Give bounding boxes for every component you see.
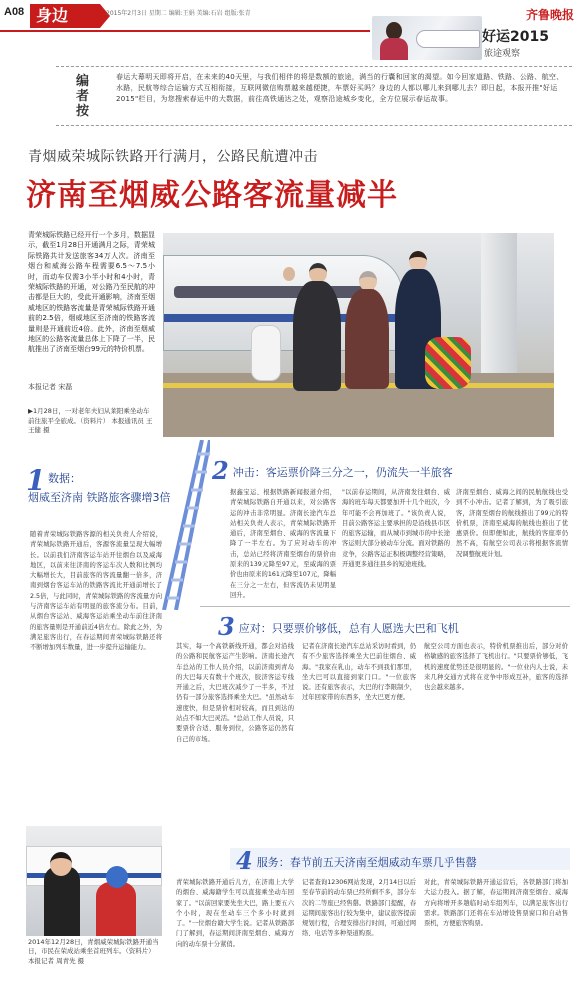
section-2-title: 冲击：客运票价降三分之一，仍流失一半旅客: [232, 466, 453, 479]
lead-byline: 本报记者 宋磊: [28, 383, 73, 391]
banner-subtitle: 旅途观察: [484, 49, 521, 59]
section-2-column-2: "以前春运期间，从济南发往烟台、威海的班车每天都要加开十几个班次，今年可能不会再加班了。"该负责人说，目前公路客运主要承担的是沿线县市区的旅客运输，而从城市到城市的中长途客运则大部分被动车分流。面对铁路的竞争，公路客运正积极调整经营策略，开通更多通往县乡的短途班线。: [342, 489, 450, 569]
section-4-column-3: 对此，青荣城际铁路开通运营后，各铁路部门将加大运力投入。据了解，春运期间济南至烟台、威海方向将增开多趟临时动车组列车，以满足旅客出行需求。铁路部门还将在车站增设售票窗口和自动售票机，方便旅客购票。: [424, 879, 568, 928]
section-4-number: 4: [236, 846, 253, 875]
newspaper-logo: 齐鲁晚报: [525, 8, 574, 22]
column-banner: [372, 16, 572, 62]
section-4-title: 服务：春节前五天济南至烟威动车票几乎售罄: [256, 856, 477, 869]
section-4-heading: [236, 846, 477, 875]
section-4-column-2: 记者查询12306网站发现，2月14日以后至春节前的动车票已经所剩不多，部分车次的二等座已经售罄。铁路部门提醒，春运期间旅客出行较为集中，建议旅客提前规划行程，合理安排出行时间，可通过网络、电话等多种渠道购票。: [302, 879, 416, 938]
section-3-column-1: 其实，每一个高铁新线开通，都会对沿线的公路和民航客运产生影响。济南长途汽车总站的工作人员介绍，以前济南到青岛的大巴每天有数十个班次，胶济客运专线开通之后，大巴班次减少了一半多，不过仍有一部分旅客选择乘坐大巴。"虽然动车速度快，但是票价相对较高，而且到达的站点不如大巴灵活。"总站工作人员说，只要票价合适、服务到位，公路客运仍然有自己的市场。: [176, 643, 294, 743]
section-2-number: 2: [212, 456, 229, 485]
main-photo-caption: ▶1月28日，一对老年夫妇从莱阳乘坐动车前往旅平全旅成。（资料片） 本报通讯员 王王健 摄: [28, 407, 153, 434]
section-2-heading: [212, 456, 453, 485]
section-3-heading: [218, 612, 459, 641]
section-4-column-1: 青荣城际铁路开通后儿方，在济南上大学的烟台、威海籍学生可以直接乘坐动车回家了。"以前回家要先坐大巴，路上要五六个小时，现在坐动车三个多小时就到了。"一位烟台籍大学生说。记者从铁路部门了解到，春运期间济南至烟台、威海方向的动车票十分紧俏。: [176, 879, 294, 948]
editor-note-text: 春运大幕明天即将开启，在未来的40天里，与我们相伴的将是数额的旅途，满当的行囊和回家的渴望。如今回家道路、铁路、公路、航空、水路，民航等综合运输方式互相衔接，互联网微信购票越来越便捷，车票好买吗？身边的人都以哪儿来到哪儿去？即日起，本报开推"好运2015"栏目，为您搜索春运中的大数据，前往高铁通达之处，观察沿途城乡变化，全方位展示春运故事。: [116, 73, 564, 103]
section-tag: [30, 4, 100, 28]
banner-title: 好运2015: [482, 29, 549, 45]
banner-photo: [372, 16, 482, 60]
main-photo: [163, 233, 554, 437]
section-1-body: 随着青荣城际铁路客源的相关负责人介绍说，青荣城际铁路开通后，客源客流量呈现大幅增长。以前我们济南客运车站开往烟台以及威海地区，以前来往济南的客运车次人数和比例均大幅增长大，目前旅客的客流量翻一倍多，济南到烟台客运车站的铁路客流比开通前增长了2.5倍，与此同时，青荣城际铁路的客流量方向与济南客运车站有明显的旅客流分布。目前，从烟台客运站、威海客运站乘坐动车前往济南的旅客量则是开通前近4倍左右。除此之外，为满足旅客出行，在春运期间青荣城际铁路还将不断增加列车数量，进一步提升运输能力。: [30, 531, 162, 652]
section-3-column-2: 记者在济南长途汽车总站采访时看到，仍有不少旅客选择乘坐大巴前往烟台、威海。"我家在乳山，动车不到我们那里，坐大巴可以直接到家门口。"一位旅客说。还有旅客表示，大巴的行李限制少，过年回家带的东西多，坐大巴更方便。: [302, 643, 416, 702]
rail-track-graphic: [150, 440, 210, 610]
section-3-column-3: 航空公司方面也表示，特价机票推出后，部分对价格敏感的旅客选择了飞机出行。"只要票价够低，飞机的速度优势还是很明显的。"一位业内人士说，未来几种交通方式将在竞争中形成互补，旅客的选择也会越来越多。: [424, 643, 568, 692]
section-3-title: 应对：只要票价够低，总有人愿选大巴和飞机: [238, 622, 459, 635]
section-2-column-1: 据鑫宝运、根据铁路新闻报道介绍，青荣城际铁路自开通以来，对公路客运的冲击非常明显。济南长途汽车总站相关负责人表示，青荣城际铁路开通后，济南至烟台、威海的客流量下降了一半左右。为了应对动车的冲击，总站已经将济南至烟台的票价由原来的139元降至97元，至威海的票价也由原来的161元降至107元，降幅在三分之一左右，但客流仍未见明显回升。: [230, 489, 336, 599]
section-1-number: 1: [26, 464, 46, 497]
section-2-column-3: 济南至烟台、威海之间的民航航线也受到不小冲击。记者了解到，为了吸引旅客，济南至烟台的航线推出了99元的特价机票，济南至威海的航线也推出了优惠票价。但即便如此，航线的客座率仍然不高，有航空公司表示将根据客流情况调整航班计划。: [456, 489, 568, 558]
issue-meta: 2015年2月3日 星期二 编辑:王娟 美编:石岩 组版:张青: [106, 10, 251, 17]
station-photo-caption: 2014年12月28日，青烟威荣城际铁路开通当日，市民在荣成站乘坐首班列车。（资料片） 本报记者 周青先 摄: [28, 938, 159, 965]
lead-paragraph: 青荣城际铁路已经开行一个多月，数据显示，截至1月28日开通满月之际，青荣城际铁路共计发送旅客34万人次。济南至烟台和威海公路车程需要6.5～7.5小时，而动车仅需3小半小时和4小时，青荣城际铁路的开通，对公路乃至民航的冲击都是巨大的，受此开通影响，济南至烟威地区的铁路客流量是青荣城际铁路开通前的2.5倍，烟威地区至济南的铁路客流量则是开通前近4倍。此外，济南至烟威地区的公路客流量总体上下降了一半，民航推出了济南至烟台99元的特价机票。: [28, 231, 155, 354]
section-divider: [200, 606, 570, 607]
editor-note-label: 编者按: [76, 74, 90, 119]
section-1-title: 烟威至济南 铁路旅客骤增3倍: [28, 491, 171, 504]
headline: 济南至烟威公路客流量减半: [26, 178, 398, 213]
section-3-number: 3: [218, 612, 235, 641]
headline-kicker: 青烟威荣城际铁路开行满月，公路民航遭冲击: [28, 149, 318, 165]
section-1-head: 数据：: [48, 472, 81, 485]
header-rule: [0, 30, 370, 32]
page-number: A08: [4, 6, 25, 18]
station-photo: [26, 826, 162, 936]
section-title: 身边: [36, 6, 69, 25]
